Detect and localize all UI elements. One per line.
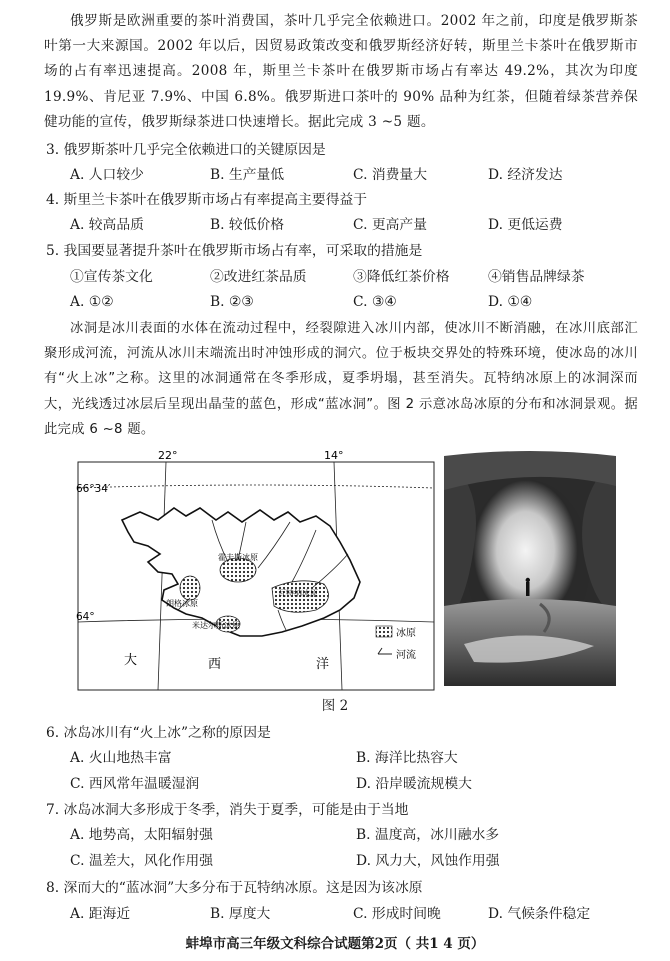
option-b[interactable]: B. 温度高，冰川融水多 [356,827,500,843]
option-d[interactable]: D. 经济发达 [488,167,563,183]
option-c[interactable]: C. 形成时间晚 [353,906,441,922]
glacier-1-label: 霍夫斯冰原 [218,553,258,562]
item-2: ②改进红茶品质 [210,269,307,285]
page-footer: 蚌埠市高三年级文科综合试题第2页（ 共1 4 页） [185,936,485,952]
option-b[interactable]: B. 生产量低 [210,167,285,183]
figure-caption: 图 2 [321,698,349,714]
option-a[interactable]: A. 人口较少 [70,167,144,183]
question-3-options [70,163,640,188]
option-a[interactable]: A. 地势高，太阳辐射强 [70,827,213,843]
option-c[interactable]: C. 温差大，风化作用强 [70,853,214,869]
option-b[interactable]: B. 海洋比热容大 [356,750,458,766]
legend-glacier-swatch [376,626,392,637]
item-1: ①宣传茶文化 [70,269,153,285]
passage-ice-cave: 冰洞是冰川表面的水体在流动过程中，经裂隙进入冰川内部，使冰川不断消融，在冰川底部汇聚形成河流，河流从冰川末端流出时冲蚀形成的洞穴。位于板块交界处的特殊环境，使冰岛的冰川有“火上冰”之称。这里的冰洞通常在冬季形成，夏季坍塌，甚至消失。瓦特纳冰原上的冰洞深而大，光线透过冰层后呈现出晶莹的蓝色，形成“蓝冰洞”。图 2 示意冰岛冰原的分布和冰洞景观。据此完成 6 ~8 题。 [44,321,638,437]
item-3: ③降低红茶价格 [353,269,450,285]
ice-cave-photo [444,456,616,686]
option-a[interactable]: A. 火山地热丰富 [70,750,172,766]
item-4: ④销售品牌绿茶 [488,269,585,285]
ocean-label-1: 大 [124,653,138,668]
question-4-options [70,213,640,238]
glacier-3-label: 瓦特纳冰原 [278,589,318,598]
option-d[interactable]: D. 更低运费 [488,217,563,233]
legend-river-label: 河流 [396,650,416,661]
lon-14-label: 14° [324,449,344,462]
option-b[interactable]: B. 厚度大 [210,906,271,922]
lat-66-label: 66°34′ [76,483,111,495]
glacier-4-label: 米达尔斯冰原 [192,621,240,630]
question-8-options [70,902,640,927]
option-c[interactable]: C. 消费量大 [353,167,428,183]
glacier-langjokull [180,576,200,600]
option-d[interactable]: D. 风力大，风蚀作用强 [356,853,500,869]
glacier-2-label: 朗格冰原 [166,599,198,608]
option-b[interactable]: B. 较低价格 [210,217,285,233]
lon-22-label: 22° [158,449,178,462]
question-7-options-row2 [70,849,640,874]
question-6-stem: 6. 冰岛冰川有“火上冰”之称的原因是 [46,725,271,741]
option-c[interactable]: C. ③④ [353,294,397,310]
question-3-stem: 3. 俄罗斯茶叶几乎完全依赖进口的关键原因是 [46,142,326,158]
question-6-options-row2 [70,772,640,797]
passage-tea: 俄罗斯是欧洲重要的茶叶消费国，茶叶几乎完全依赖进口。2002 年之前，印度是俄罗斯茶叶第一大来源国。2002 年以后，因贸易政策改变和俄罗斯经济好转，斯里兰卡茶叶在俄罗斯市场的占有率迅速提高。2008 年，斯里兰卡茶叶在俄罗斯市场占有率达 49.2%，其次为印度 19.9%、肯尼亚 7.9%、中国 6.8%。俄罗斯进口茶叶的 90% 品种为红茶，但随着绿茶营养保健功能的宣传，俄罗斯绿茶进口快速增长。据此完成 3 ~5 题。 [44,13,638,130]
question-7-options-row1 [70,823,640,848]
person-silhouette [526,582,530,596]
question-5-stem: 5. 我国要显著提升茶叶在俄罗斯市场占有率，可采取的措施是 [46,243,423,259]
legend-glacier-label: 冰原 [396,628,416,639]
question-7-stem: 7. 冰岛冰洞大多形成于冬季，消失于夏季，可能是由于当地 [46,802,409,818]
option-a[interactable]: A. 较高品质 [70,217,144,233]
question-5-options [70,290,640,315]
question-8-stem: 8. 深而大的“蓝冰洞”大多分布于瓦特纳冰原。这是因为该冰原 [46,880,423,896]
ocean-label-2: 西 [208,657,222,672]
option-d[interactable]: D. ①④ [488,294,533,310]
option-d[interactable]: D. 气候条件稳定 [488,906,591,922]
question-4-stem: 4. 斯里兰卡茶叶在俄罗斯市场占有率提高主要得益于 [46,192,368,208]
option-b[interactable]: B. ②③ [210,294,254,310]
question-5-items [70,265,640,290]
legend-river-swatch [378,648,392,654]
option-a[interactable]: A. ①② [70,294,114,310]
ocean-label-3: 洋 [316,657,330,672]
option-c[interactable]: C. 更高产量 [353,217,428,233]
iceland-map [78,450,434,690]
option-c[interactable]: C. 西风常年温暖湿润 [70,776,200,792]
lat-64-label: 64° [76,611,95,623]
option-a[interactable]: A. 距海近 [70,906,131,922]
option-d[interactable]: D. 沿岸暖流规模大 [356,776,472,792]
question-6-options-row1 [70,746,640,771]
